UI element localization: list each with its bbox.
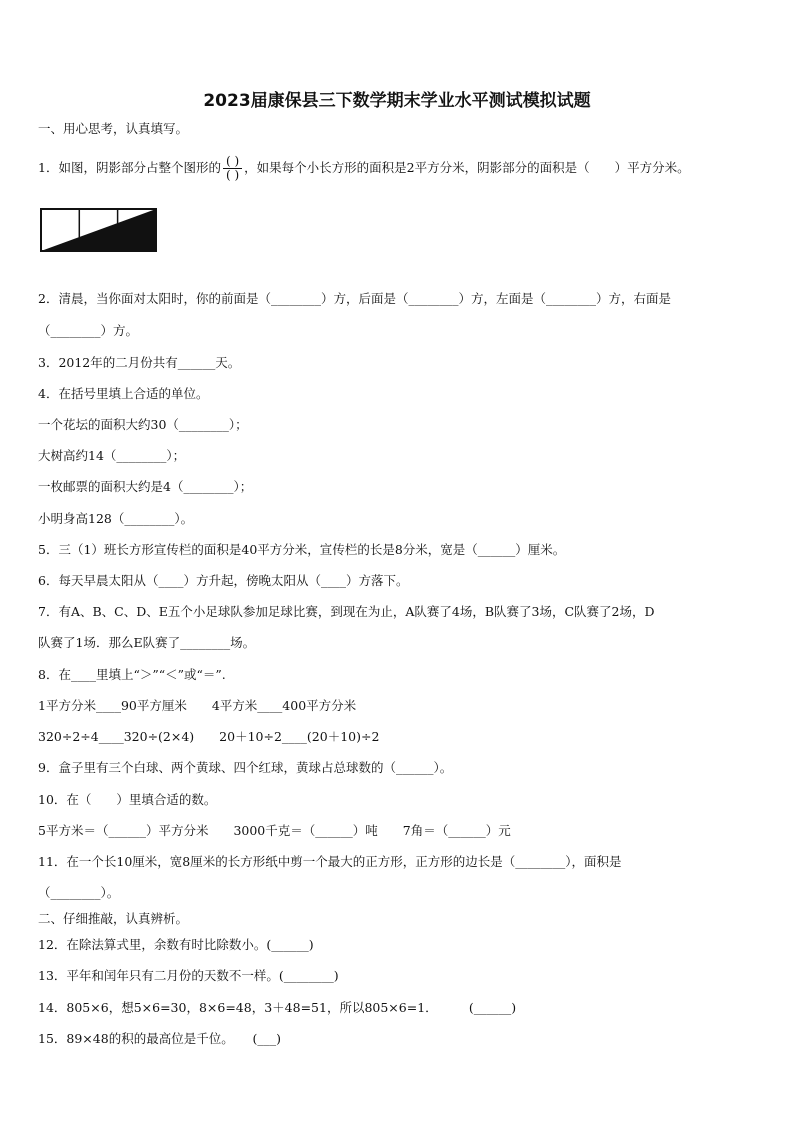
- section-2-heading: 二、仔细推敲，认真辨析。: [38, 911, 189, 926]
- page-title: 2023届康保县三下数学期末学业水平测试模拟试题: [203, 91, 591, 111]
- question-12: 12．在除法算式里，余数有时比除数小。(______): [38, 937, 314, 952]
- question-14: 14．805×6，想5×6=30，8×6=48，3＋48=51，所以805×6=1． (______): [38, 1000, 517, 1015]
- question-1: [38, 155, 690, 182]
- question-2-line-2: （________）方。: [38, 323, 139, 338]
- question-8-row-1: 1平方分米____90平方厘米 4平方米____400平方分米: [38, 698, 357, 713]
- question-1-text-end: ，如果每个小长方形的面积是2平方分米，阴影部分的面积是（ ）平方分米。: [244, 160, 690, 175]
- question-8: 8．在____里填上“＞”“＜”或“＝”.: [38, 667, 226, 682]
- question-15: 15．89×48的积的最高位是千位。 (___): [38, 1031, 281, 1046]
- question-4-item-1: 一个花坛的面积大约30（________）；: [38, 417, 248, 432]
- question-4-item-4: 小明身高128（________）。: [38, 511, 194, 526]
- question-10: 10．在（ ）里填合适的数。: [38, 792, 217, 807]
- question-11-line-1: 11．在一个长10厘米，宽8厘米的长方形纸中剪一个最大的正方形，正方形的边长是（________），面积是: [38, 854, 622, 869]
- question-13: 13．平年和闰年只有二月份的天数不一样。(________): [38, 968, 339, 983]
- section-1-heading: 一、用心思考，认真填写。: [38, 121, 189, 136]
- question-5: 5．三（1）班长方形宣传栏的面积是40平方分米，宣传栏的长是8分米，宽是（______）厘米。: [38, 542, 566, 557]
- question-4-item-2: 大树高约14（________）；: [38, 448, 186, 463]
- question-3: 3．2012年的二月份共有______天。: [38, 355, 241, 370]
- question-1-text: 1．如图，阴影部分占整个图形的: [38, 160, 221, 175]
- question-7-line-2: 队赛了1场．那么E队赛了________场。: [38, 635, 256, 650]
- question-2-line-1: 2．清晨，当你面对太阳时，你的前面是（________）方，后面是（________）方，左面是（________）方，右面是: [38, 291, 671, 306]
- shaded-rectangle-figure: [40, 208, 158, 254]
- question-4: 4．在括号里填上合适的单位。: [38, 386, 209, 401]
- question-7-line-1: 7．有A、B、C、D、E五个小足球队参加足球比赛，到现在为止，A队赛了4场，B队赛了3场，C队赛了2场，D: [38, 604, 655, 619]
- fraction-numerator: ( ): [223, 155, 242, 169]
- question-4-item-3: 一枚邮票的面积大约是4（________）；: [38, 479, 253, 494]
- question-6: 6．每天早晨太阳从（____）方升起，傍晚太阳从（____）方落下。: [38, 573, 409, 588]
- question-10-row: 5平方米＝（______）平方分米 3000千克＝（______）吨 7角＝（______）元: [38, 823, 511, 838]
- question-11-line-2: （________）。: [38, 885, 120, 900]
- fraction-blank: [223, 155, 242, 182]
- fraction-denominator: ( ): [225, 168, 240, 182]
- question-9: 9．盒子里有三个白球、两个黄球、四个红球，黄球占总球数的（______）。: [38, 760, 453, 775]
- question-8-row-2: 320÷2÷4____320÷(2×4) 20＋10÷2____(20＋10)÷2: [38, 729, 380, 744]
